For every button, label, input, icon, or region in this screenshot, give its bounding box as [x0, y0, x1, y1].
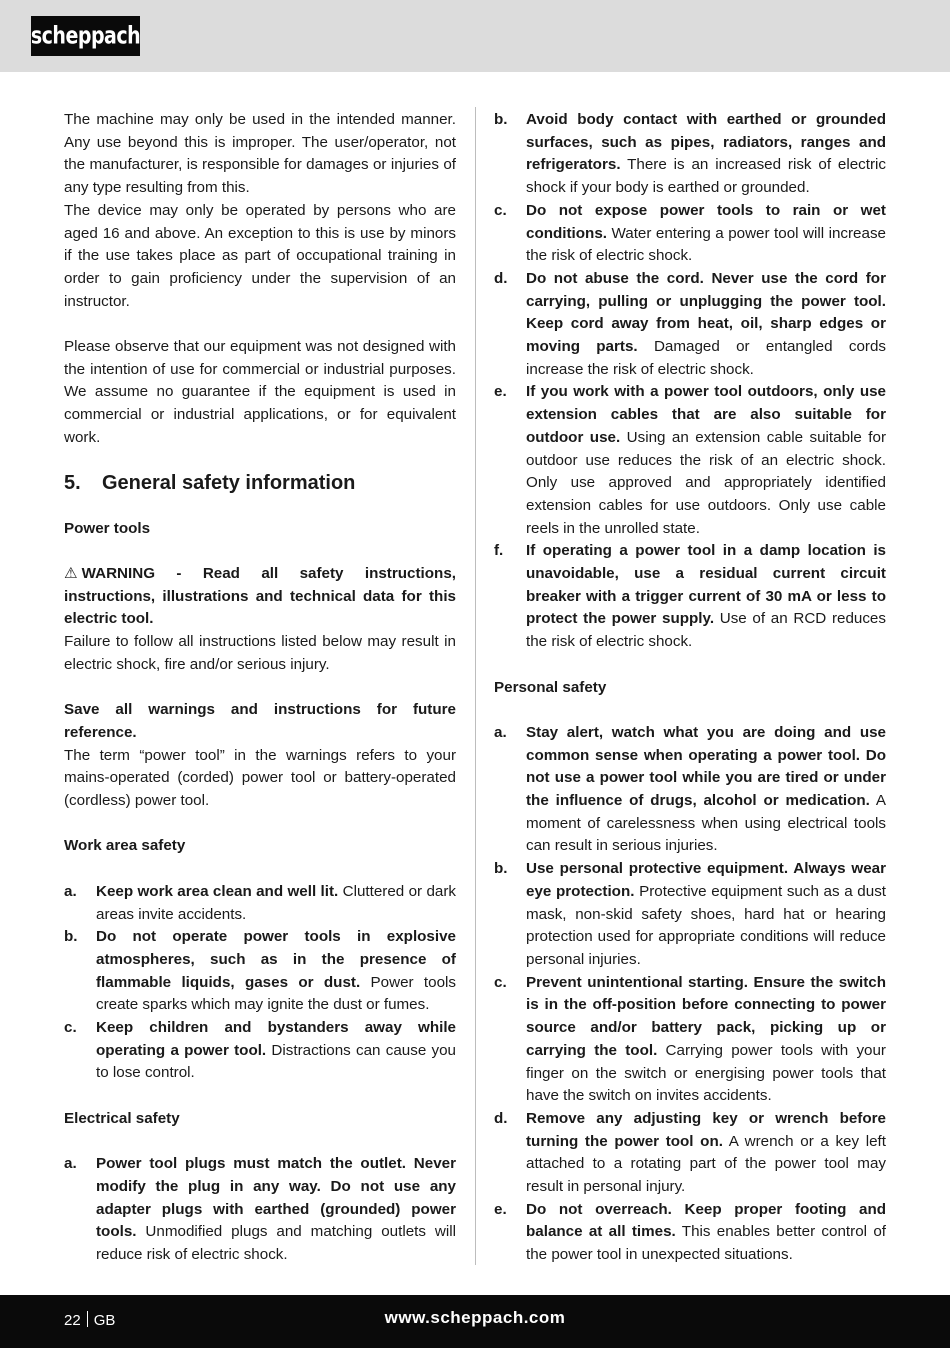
list-item-detail: Water entering a power tool will increase the risk of electric shock.: [526, 224, 886, 265]
warning-statement: [64, 563, 456, 631]
power-tools-heading: Power tools: [64, 519, 151, 537]
list-item-emphasis: Prevent unintentional starting. Ensure the switch is in the off-position before connecting to power source and/or battery pack, picking up or carrying the tool.: [526, 973, 886, 1059]
save-instructions: Save all warnings and instructions for future reference.: [64, 701, 456, 741]
list-item-text: [526, 858, 886, 972]
list-item-text: [526, 1199, 886, 1267]
header-bar: [0, 0, 950, 72]
list-item-emphasis: Keep children and bystanders away while operating a power tool.: [96, 1019, 456, 1059]
list-item-text: [526, 200, 886, 268]
list-item-emphasis: Use personal protective equipment. Always wear eye protection.: [526, 860, 886, 900]
list-item-emphasis: Do not operate power tools in explosive atmospheres, such as in the presence of flammable liquids, gases or dust.: [96, 928, 456, 991]
list-item-detail: Protective equipment such as a dust mask, non-skid safety shoes, hard hat or hearing protection used for appropriate conditions will reduce personal injuries.: [526, 882, 887, 968]
list-item-label: c.: [494, 201, 507, 219]
work-area-list: [64, 881, 456, 1085]
list-item-text: [96, 926, 456, 1017]
list-item-text: [96, 881, 456, 926]
list-item-label: a.: [64, 882, 77, 900]
brand-logo-text: scheppach: [30, 22, 141, 50]
list-item-detail: Unmodified plugs and matching outlets will reduce risk of electric shock.: [96, 1223, 456, 1264]
list-item-emphasis: Stay alert, watch what you are doing and use common sense when operating a power tool. Do not use a power tool while you are tired or under the influence of drugs, alcohol or medication.: [526, 723, 886, 810]
list-item-detail: Distractions can cause you to lose control.: [96, 1041, 457, 1082]
list-item-text: [526, 381, 886, 540]
intro-paragraph-2: The device may only be operated by persons who are aged 16 and above. An exception to this is use by minors if the use takes place as part of occupational training in order to gain proficiency under the supervision of an instructor.: [64, 201, 456, 310]
list-item-label: d.: [494, 269, 508, 287]
power-tool-term: The term “power tool” in the warnings refers to your mains-operated (corded) power tool or battery-operated (cordless) power tool.: [64, 746, 456, 810]
website-url: www.scheppach.com: [384, 1308, 566, 1327]
list-item-label: b.: [494, 860, 508, 878]
list-item-text: [526, 972, 886, 1108]
right-column: [494, 109, 886, 1267]
list-item-detail: A moment of carelessness when using electrical tools can result in serious injuries.: [526, 792, 886, 855]
list-item-detail: A wrench or a key left attached to a rotating part of the power tool may result in personal injury.: [526, 1132, 886, 1196]
list-item: [64, 881, 456, 926]
list-item-text: [526, 722, 886, 858]
list-item-emphasis: Do not overreach. Keep proper footing and balance at all times.: [526, 1200, 886, 1241]
list-item-label: b.: [494, 111, 508, 128]
list-item-text: [526, 268, 886, 382]
list-item: [494, 1108, 886, 1199]
list-item-emphasis: Avoid body contact with earthed or grounded surfaces, such as pipes, radiators, ranges and refrigerators.: [526, 111, 886, 174]
list-item-detail: Power tools create sparks which may ignite the dust or fumes.: [96, 973, 457, 1014]
list-item: [494, 200, 886, 268]
list-item-text: [96, 1017, 456, 1085]
electrical-list-right: [494, 109, 886, 654]
list-item: [494, 109, 886, 200]
list-item-label: c.: [494, 973, 507, 991]
list-item: [494, 858, 886, 972]
list-item-label: b.: [64, 928, 78, 946]
list-item-label: a.: [64, 1155, 77, 1173]
intro-paragraph-1: The machine may only be used in the intended manner. Any use beyond this is improper. The user/operator, not the manufacturer, is responsible for damages or injuries of any type resulting from this.: [64, 111, 456, 197]
list-item-emphasis: Keep work area clean and well lit.: [96, 882, 339, 900]
list-item-label: e.: [494, 1200, 507, 1218]
list-item-detail: Using an extension cable suitable for outdoor use reduces the risk of an electric shock. Only use approved and appropriately identified extension cables for use outdoors. Only use cable reels in the unrolled state.: [526, 428, 887, 537]
list-item-detail: Cluttered or dark areas invite accidents.: [96, 882, 456, 923]
list-item-detail: Use of an RCD reduces the risk of electric shock.: [526, 610, 886, 651]
language-code: GB: [93, 1312, 116, 1329]
personal-safety-heading: Personal safety: [494, 678, 607, 696]
list-item-label: c.: [64, 1019, 77, 1037]
warning-triangle-icon: ⚠: [64, 565, 78, 582]
section-number: 5.: [64, 472, 81, 495]
list-item-emphasis: Do not expose power tools to rain or wet conditions.: [526, 201, 886, 242]
list-item: [494, 381, 886, 540]
list-item: [64, 926, 456, 1017]
footer-bar: [0, 1295, 950, 1348]
list-item: [494, 972, 886, 1108]
list-item-text: [96, 1153, 456, 1267]
list-item: [494, 1199, 886, 1267]
section-heading: [64, 472, 456, 495]
list-item-detail: Carrying power tools with your finger on the switch or energising power tools that have the switch on invites accidents.: [526, 1041, 886, 1105]
list-item-label: a.: [494, 723, 507, 741]
list-item-label: e.: [494, 383, 507, 401]
list-item-emphasis: If you work with a power tool outdoors, only use extension cables that are also suitable for outdoor use.: [526, 383, 886, 446]
list-item: [64, 1017, 456, 1085]
section-title: General safety information: [102, 472, 356, 495]
list-item-text: [526, 109, 886, 200]
list-item-detail: Damaged or entangled cords increase the risk of electric shock.: [526, 338, 886, 378]
electrical-list-left: [64, 1153, 456, 1267]
intro-paragraph-3: Please observe that our equipment was not designed with the intention of use for commercial or industrial purposes. We assume no guarantee if the equipment is used in commercial or industrial applications, or for equivalent work.: [64, 338, 456, 446]
work-area-heading: Work area safety: [64, 837, 186, 855]
brand-logo: [31, 16, 140, 56]
warning-body: Failure to follow all instructions listed below may result in electric shock, fire and/or serious injury.: [64, 633, 456, 673]
list-item: [494, 540, 886, 654]
left-column: [64, 109, 456, 1267]
list-item: [64, 1153, 456, 1267]
list-item-detail: This enables better control of the power tool in unexpected situations.: [526, 1223, 886, 1264]
list-item: [494, 722, 886, 858]
page-number-value: 22: [64, 1312, 81, 1329]
column-divider: [475, 107, 476, 1265]
warning-text: WARNING - Read all safety instructions, instructions, illustrations and technical data for this electric tool.: [64, 565, 456, 628]
list-item: [494, 268, 886, 382]
list-item-text: [526, 540, 886, 654]
list-item-emphasis: Remove any adjusting key or wrench before turning the power tool on.: [526, 1109, 886, 1150]
list-item-text: [526, 1108, 886, 1199]
list-item-label: f.: [494, 542, 504, 560]
list-item-emphasis: Power tool plugs must match the outlet. Never modify the plug in any way. Do not use any adapter plugs with earthed (grounded) power tools.: [96, 1155, 456, 1241]
list-item-emphasis: If operating a power tool in a damp location is unavoidable, use a residual current circuit breaker with a trigger current of 30 mA or less to protect the power supply.: [526, 542, 886, 628]
list-item-detail: There is an increased risk of electric shock if your body is earthed or grounded.: [526, 156, 886, 197]
list-item-label: d.: [494, 1109, 508, 1127]
electrical-safety-heading: Electrical safety: [64, 1109, 180, 1127]
personal-safety-list: [494, 722, 886, 1267]
list-item-emphasis: Do not abuse the cord. Never use the cord for carrying, pulling or unplugging the power tool. Keep cord away from heat, oil, sharp edges or moving parts.: [526, 269, 886, 356]
